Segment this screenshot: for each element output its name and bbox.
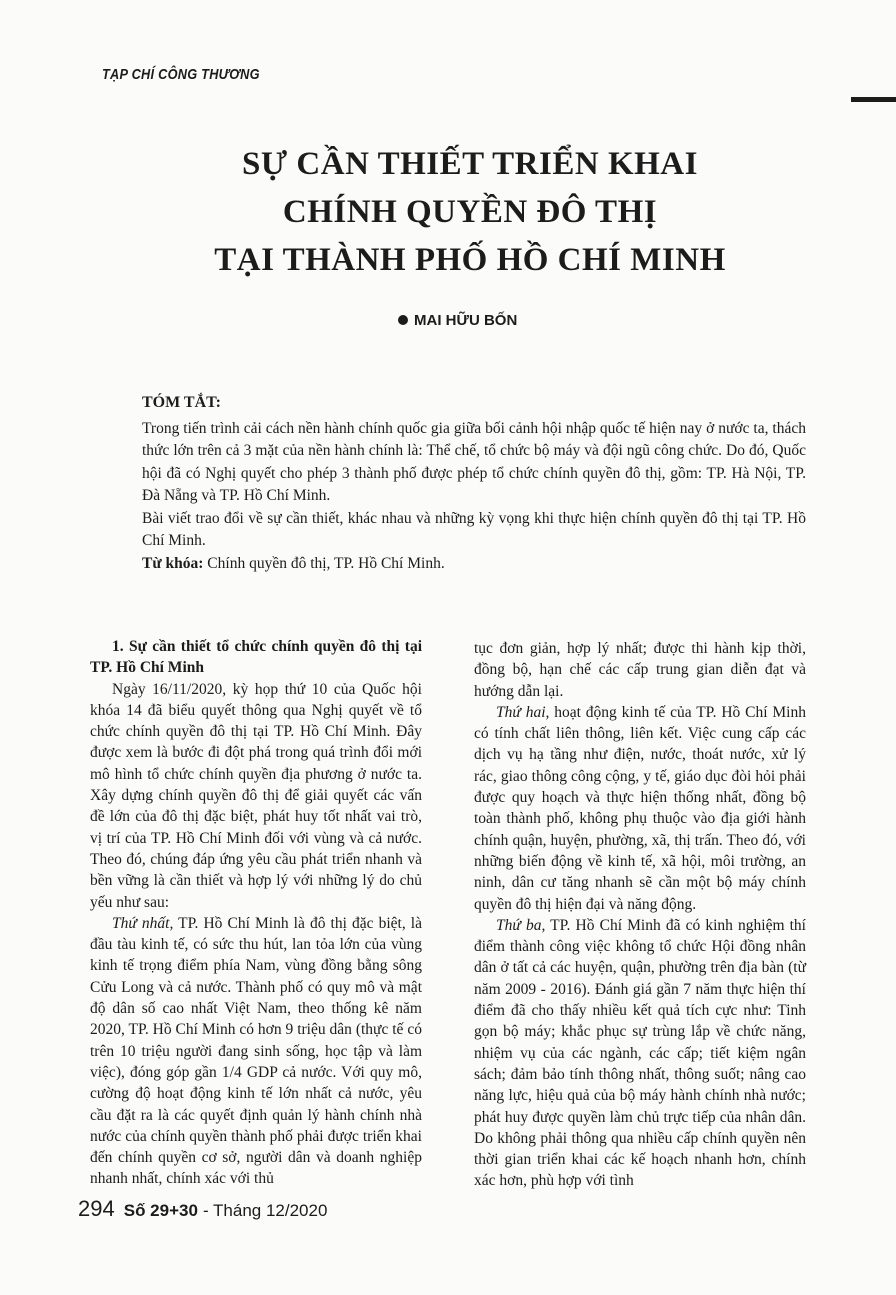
right-column — [474, 638, 806, 1192]
paragraph-text: TP. Hồ Chí Minh là đô thị đặc biệt, là đầu tàu kinh tế, có sức thu hút, lan tỏa lớn của vùng kinh tế trọng điểm phía Nam, vùng đồng bằng sông Cửu Long và cả nước. Thành phố có quy mô và mật độ dân số cao nhất Việt Nam, theo thống kê năm 2020, TP. Hồ Chí Minh có hơn 9 triệu dân (thực tế có trên 10 triệu người đang sinh sống, học tập và làm việc), đóng góp gần 1/4 GDP cả nước. Với quy mô, cường độ hoạt động kinh tế lớn nhất cả nước, yêu cầu đặt ra là các quyết định quản lý hành chính nhà nước của chính quyền thành phố phải được triển khai đến chính quyền cơ sở, người dân và doanh nghiệp nhanh nhất, chính xác với thủ — [90, 914, 422, 1188]
header-rule — [851, 97, 896, 102]
body-paragraph — [474, 915, 806, 1192]
paragraph-lead: Thứ ba, — [496, 916, 546, 934]
article-title — [120, 140, 820, 284]
body-paragraph — [474, 702, 806, 915]
section-heading: 1. Sự cần thiết tổ chức chính quyền đô thị tại TP. Hồ Chí Minh — [90, 638, 422, 677]
paragraph-text: TP. Hồ Chí Minh đã có kinh nghiệm thí điểm thành công việc không tổ chức Hội đồng nhân dân ở tất cả các huyện, quận, phường trên địa bàn (từ năm 2009 - 2016). Đánh giá gần 7 năm thực hiện thí điểm đã cho thấy nhiều kết quả tích cực như: Tinh gọn bộ máy; khắc phục sự trùng lắp về chức năng, nhiệm vụ của các ngành, các cấp; tiết kiệm ngân sách; đảm bảo tính thông nhất, thông suốt; nâng cao năng lực, hiệu quả của bộ máy hành chính nhà nước; phát huy được quyền làm chủ trực tiếp của nhân dân. Do không phải thông qua nhiều cấp chính quyền nên thời gian triển khai các kế hoạch nhanh hơn, chính xác hơn, phù hợp với tình — [474, 916, 806, 1190]
paragraph-lead: Thứ nhất, — [112, 914, 174, 932]
abstract-heading: TÓM TẮT: — [142, 394, 221, 411]
issue-number: Số 29+30 — [123, 1201, 198, 1220]
page-number: 294 — [78, 1196, 115, 1221]
journal-name: TẠP CHÍ CÔNG THƯƠNG — [102, 66, 260, 83]
abstract-paragraph: Bài viết trao đổi về sự cần thiết, khác nhau và những kỳ vọng khi thực hiện chính quyền đô thị tại TP. Hồ Chí Minh. — [142, 509, 806, 549]
paragraph-text: hoạt động kinh tế của TP. Hồ Chí Minh có tính chất liên thông, liên kết. Việc cung cấp các dịch vụ hạ tầng như điện, nước, thoát nước, xử lý rác, giao thông công cộng, y tế, giáo dục đòi hỏi phải được quy hoạch và thực hiện thống nhất, đồng bộ toàn thành phố, không phụ thuộc vào địa giới hành chính quận, huyện, phường, xã, thị trấn. Theo đó, với những biến động về kinh tế, xã hội, môi trường, an ninh, dân cư tăng nhanh sẽ cần một bộ máy chính quyền đô thị hiện đại và năng động. — [474, 703, 806, 913]
keywords-text: Chính quyền đô thị, TP. Hồ Chí Minh. — [207, 554, 445, 572]
keywords — [142, 553, 806, 576]
body-paragraph: Ngày 16/11/2020, kỳ họp thứ 10 của Quốc hội khóa 14 đã biểu quyết thông qua Nghị quyết về tổ chức chính quyền đô thị tại TP. Hồ Chí Minh. Đây được xem là bước đi đột phá trong quá trình đổi mới mô hình tổ chức chính quyền địa phương ở nước ta. Xây dựng chính quyền đô thị để giải quyết các vấn đề lớn của đô thị đặc biệt, phát huy tốt nhất vai trò, vị trí của TP. Hồ Chí Minh đối với vùng và cả nước. Theo đó, chúng đáp ứng yêu cầu phát triển nhanh và bền vững là cần thiết và hợp lý với những lý do chủ yếu như sau: — [90, 680, 422, 911]
left-column — [90, 636, 422, 1190]
body-paragraph: tục đơn giản, hợp lý nhất; được thi hành kịp thời, đồng bộ, hạn chế các cấp trung gian diễn đạt và hướng dẫn lại. — [474, 640, 806, 700]
bullet-icon — [398, 315, 408, 325]
abstract — [142, 392, 806, 575]
author-name: MAI HỮU BỐN — [414, 312, 518, 329]
keywords-label: Từ khóa: — [142, 554, 204, 572]
title-line: TẠI THÀNH PHỐ HỒ CHÍ MINH — [214, 242, 726, 278]
body-paragraph — [90, 913, 422, 1190]
abstract-paragraph: Trong tiến trình cải cách nền hành chính quốc gia giữa bối cảnh hội nhập quốc tế hiện nay ở nước ta, thách thức lớn trên cả 3 mặt của nền hành chính là: Thể chế, tổ chức bộ máy và đội ngũ công chức. Do đó, Quốc hội đã có Nghị quyết cho phép 3 thành phố được phép tổ chức chính quyền đô thị, gồm: TP. Hà Nội, TP. Đà Nẵng và TP. Hồ Chí Minh. — [142, 419, 806, 504]
page-footer — [78, 1196, 327, 1222]
issue-month: - Tháng 12/2020 — [202, 1201, 328, 1220]
title-line: SỰ CẦN THIẾT TRIỂN KHAI — [242, 146, 698, 182]
title-line: CHÍNH QUYỀN ĐÔ THỊ — [282, 194, 658, 230]
author — [398, 312, 517, 329]
paragraph-lead: Thứ hai, — [496, 703, 550, 721]
